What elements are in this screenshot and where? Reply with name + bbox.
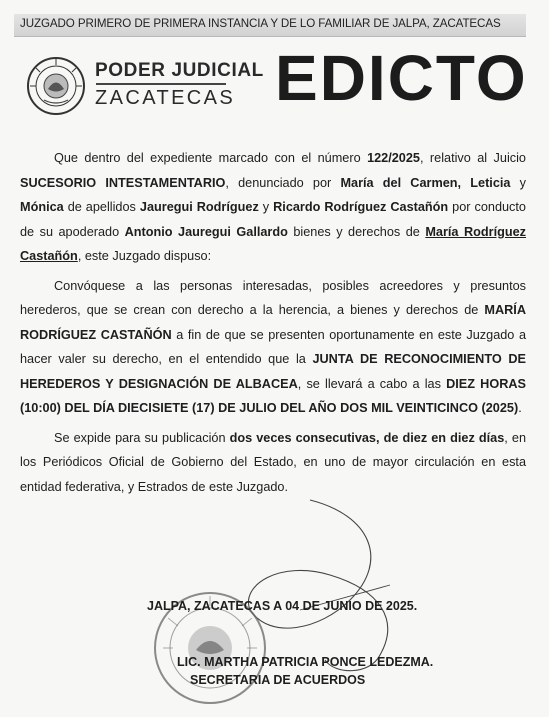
p2-text-2: a fin de que se presenten oportunamente en este Juzgado a hacer valer su derecho, en el entendido que la xyxy=(20,327,526,366)
hearing-datetime: DIEZ HORAS (10:00) DEL DÍA DIECISIETE (17) DE JULIO DEL AÑO DOS MIL VEINTICINCO (2025) xyxy=(20,376,526,415)
deceased-name-upper: MARÍA RODRÍGUEZ CASTAÑÓN xyxy=(20,303,526,342)
p2-text-4: . xyxy=(518,401,522,415)
p1-text-1: Que dentro del expediente marcado con el número xyxy=(54,151,368,165)
claimant-ricardo: Ricardo Rodríguez Castañón xyxy=(273,200,449,214)
paragraph-3 xyxy=(20,426,526,500)
court-name: JUZGADO PRIMERO DE PRIMERA INSTANCIA Y DE LO FAMILIAR DE JALPA, ZACATECAS xyxy=(20,17,501,30)
paragraph-1 xyxy=(20,146,526,269)
logo-divider xyxy=(96,83,226,85)
p3-text-2: , en los Periódicos Oficial de Gobierno del Estado, en uno de mayor circulación en esta entidad federativa, y Estrados de este Juzgado. xyxy=(20,430,527,494)
trial-type: SUCESORIO INTESTAMENTARIO xyxy=(20,175,226,190)
logo-line-2: ZACATECAS xyxy=(95,87,236,109)
document-body xyxy=(20,146,526,499)
p1-text-7: por conducto de su apoderado xyxy=(20,200,526,239)
case-number: 122/2025 xyxy=(367,151,420,165)
claimant-name-monica: Mónica xyxy=(20,200,64,214)
hearing-name: JUNTA DE RECONOCIMIENTO DE HEREDEROS Y DESIGNACIÓN DE ALBACEA xyxy=(20,352,526,391)
coat-of-arms-seal-icon xyxy=(26,56,86,116)
p1-text-5: de apellidos xyxy=(63,200,140,214)
p1-text-8: bienes y derechos de xyxy=(287,224,426,239)
publication-frequency: dos veces consecutivas, de diez en diez días xyxy=(229,430,505,445)
document-title: EDICTO xyxy=(275,42,528,114)
p1-text-2: , relativo al Juicio xyxy=(419,151,526,165)
p1-text-6: y xyxy=(258,200,274,214)
p1-text-9: , este Juzgado dispuso: xyxy=(77,249,212,263)
p1-text-3: , denunciado por xyxy=(225,175,341,190)
deceased-name: María Rodríguez Castañón xyxy=(20,224,526,263)
claimants-surname: Jauregui Rodríguez xyxy=(139,200,259,214)
p1-text-4: y xyxy=(510,175,527,190)
place-and-date: JALPA, ZACATECAS A 04 DE JUNIO DE 2025. xyxy=(147,599,418,613)
p2-text-3: , se llevará a cabo a las xyxy=(297,376,447,391)
paragraph-2 xyxy=(20,274,526,421)
signer-title: SECRETARIA DE ACUERDOS xyxy=(190,673,366,687)
claimants-names: María del Carmen, Leticia xyxy=(340,175,511,190)
logo-line-1: PODER JUDICIAL xyxy=(95,60,264,81)
p3-text-1: Se expide para su publicación xyxy=(54,430,230,445)
signer-name: LIC. MARTHA PATRICIA PONCE LEDEZMA. xyxy=(177,655,434,669)
p2-text-1: Convóquese a las personas interesadas, posibles acreedores y presuntos herederos, que se crean con derecho a la herencia, a bienes y derechos de xyxy=(20,278,526,317)
attorney-name: Antonio Jauregui Gallardo xyxy=(124,224,288,239)
